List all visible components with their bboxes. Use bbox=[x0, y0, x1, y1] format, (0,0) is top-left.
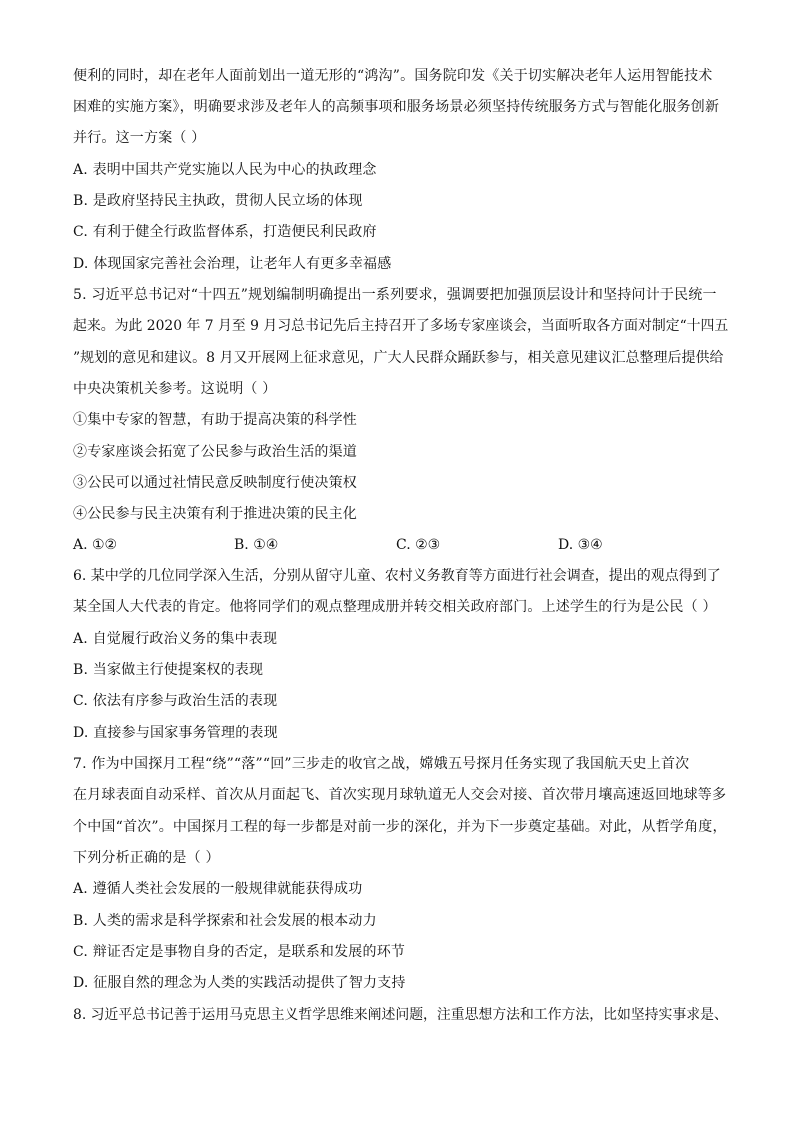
option-d: D. 体现国家完善社会治理，让老年人有更多幸福感 bbox=[73, 256, 392, 272]
q5-options-row bbox=[73, 535, 728, 555]
text-line: 困难的实施方案》，明确要求涉及老年人的高频事项和服务场景必须坚持传统服务方式与智能化服务创新 bbox=[73, 99, 720, 115]
option-a: A. 自觉履行政治义务的集中表现 bbox=[73, 631, 278, 647]
question-6: 6. 某中学的几位同学深入生活，分别从留守儿童、农村义务教育等方面进行社会调查，提出的观点得到了 bbox=[73, 568, 721, 584]
statement-4: ④公民参与民主决策有利于推进决策的民主化 bbox=[73, 506, 357, 522]
option-a: A. 表明中国共产党实施以人民为中心的执政理念 bbox=[73, 162, 377, 178]
option-c: C. 有利于健全行政监督体系，打造便民利民政府 bbox=[73, 224, 377, 240]
option-b: B. 人类的需求是科学探索和社会发展的根本动力 bbox=[73, 913, 377, 929]
statement-3: ③公民可以通过社情民意反映制度行使决策权 bbox=[73, 475, 357, 491]
question-8: 8. 习近平总书记善于运用马克思主义哲学思维来阐述问题，注重思想方法和工作方法，比如坚持实事求是、 bbox=[73, 1007, 728, 1023]
option-b: B. 当家做主行使提案权的表现 bbox=[73, 662, 264, 678]
text-line: 中央决策机关参考。这说明（ ） bbox=[73, 381, 277, 397]
text-line: 起来。为此 2020 年 7 月至 9 月习总书记先后主持召开了多场专家座谈会，当面听取各方面对制定“十四五 bbox=[73, 318, 729, 334]
statement-1: ①集中专家的智慧，有助于提高决策的科学性 bbox=[73, 412, 357, 428]
text-line: 下列分析正确的是（ ） bbox=[73, 850, 220, 866]
option-d: D. 征服自然的理念为人类的实践活动提供了智力支持 bbox=[73, 975, 406, 991]
text-line: 个中国“首次”。中国探月工程的每一步都是对前一步的深化，并为下一步奠定基础。对此，从哲学角度， bbox=[73, 819, 727, 835]
text-line: 并行。这一方案（ ） bbox=[73, 130, 206, 146]
q5-option-a: A. ①② bbox=[73, 537, 118, 553]
option-c: C. 辩证否定是事物自身的否定，是联系和发展的环节 bbox=[73, 944, 406, 960]
text-line: 在月球表面自动采样、首次从月面起飞、首次实现月球轨道无人交会对接、首次带月壤高速返回地球等多 bbox=[73, 787, 727, 803]
option-c: C. 依法有序参与政治生活的表现 bbox=[73, 693, 278, 709]
text-line: ”规划的意见和建议。8 月又开展网上征求意见，广大人民群众踊跃参与，相关意见建议汇总整理后提供给 bbox=[73, 350, 724, 366]
q5-option-b: B. ①④ bbox=[234, 537, 279, 553]
question-5: 5. 习近平总书记对“十四五”规划编制明确提出一系列要求，强调要把加强顶层设计和坚持问计于民统一 bbox=[73, 287, 717, 303]
text-line: 便利的同时，却在老年人面前划出一道无形的“鸿沟”。国务院印发《关于切实解决老年人运用智能技术 bbox=[73, 68, 713, 84]
question-7: 7. 作为中国探月工程“绕”“落”“回”三步走的收官之战，嫦娥五号探月任务实现了我国航天史上首次 bbox=[73, 756, 690, 772]
text-line: 某全国人大代表的肯定。他将同学们的观点整理成册并转交相关政府部门。上述学生的行为是公民（ ） bbox=[73, 599, 717, 615]
option-b: B. 是政府坚持民主执政，贯彻人民立场的体现 bbox=[73, 193, 363, 209]
option-a: A. 遵循人类社会发展的一般规律就能获得成功 bbox=[73, 881, 363, 897]
statement-2: ②专家座谈会拓宽了公民参与政治生活的渠道 bbox=[73, 444, 357, 460]
option-d: D. 直接参与国家事务管理的表现 bbox=[73, 725, 278, 741]
q5-option-c: C. ②③ bbox=[396, 537, 441, 553]
q5-option-d: D. ③④ bbox=[558, 537, 603, 553]
